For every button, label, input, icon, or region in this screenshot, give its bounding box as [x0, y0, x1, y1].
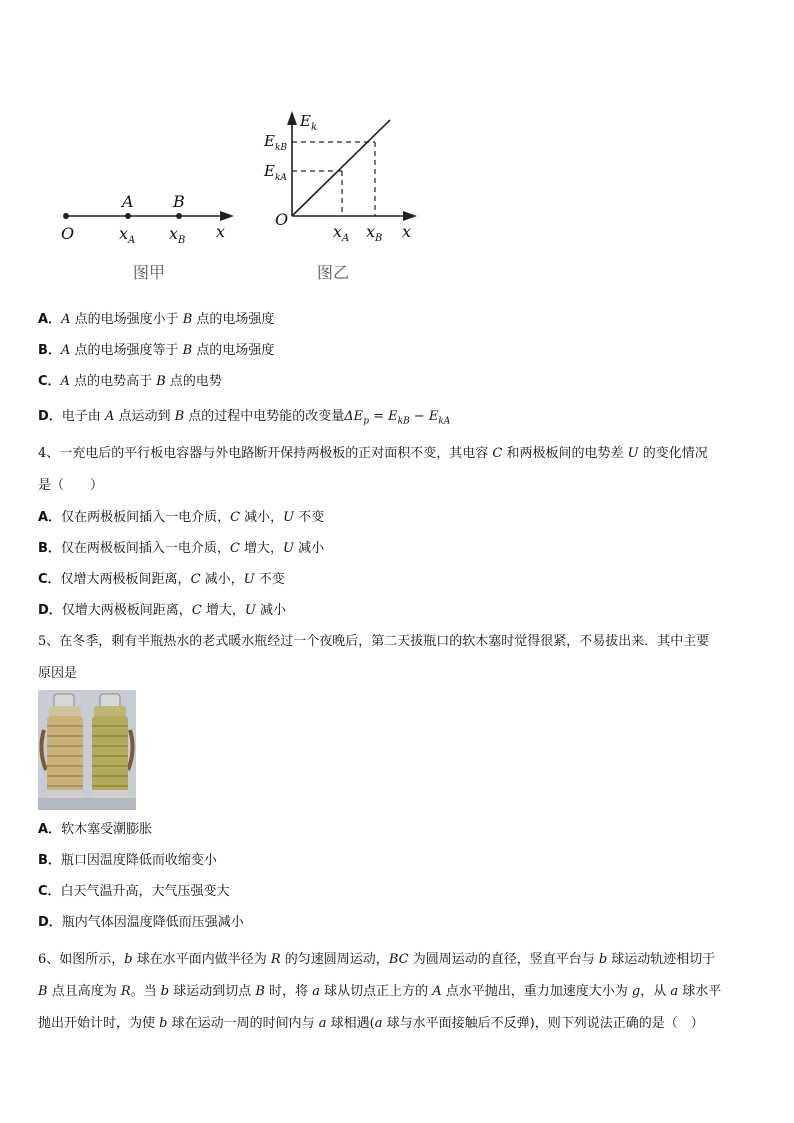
point-b-label: B: [173, 192, 185, 211]
thermos-photo: [38, 690, 136, 810]
axis-x-label: x: [216, 222, 226, 241]
delta-ep-formula: $\Delta E_p = E_{kB} - E_{kA}$: [344, 409, 451, 427]
q5-stem-line-2: 原因是: [38, 666, 78, 681]
q5-option-a: A．软木塞受潮膨胀: [38, 822, 153, 837]
q4-stem-line-1: 4、一充电后的平行板电容器与外电路断开保持两极板的正对面积不变，其电容 C 和两极板间的电势差 U 的变化情况: [38, 446, 708, 461]
tick-xa-label: $x_A$: [119, 224, 136, 247]
figure-jia: [56, 186, 246, 286]
q3-option-b: B．A 点的电场强度等于 B 点的电场强度: [38, 343, 275, 358]
point-a-label: A: [122, 192, 134, 211]
q4-stem-line-2: 是（ ）: [38, 478, 104, 493]
q6-stem-line-3: 抛出开始计时，为使 b 球在运动一周的时间内与 a 球相遇(a 球与水平面接触后不反弹)，则下列说法正确的是（ ）: [38, 1016, 704, 1031]
origin-label: O: [61, 224, 75, 243]
figure-yi: [262, 106, 432, 286]
q6-stem-line-2: B 点且高度为 R。当 b 球运动到切点 B 时，将 a 球从切点正上方的 A 点水平抛出，重力加速度大小为 g，从 a 球水平: [38, 984, 722, 999]
tick-xb-label: $x_B$: [366, 222, 383, 245]
q5-stem-line-1: 5、在冬季，剩有半瓶热水的老式暖水瓶经过一个夜晚后，第二天拔瓶口的软木塞时觉得很紧，不易拔出来．其中主要: [38, 634, 710, 649]
q3-option-d: D．电子由 A 点运动到 B 点的过程中电势能的改变量$\Delta E_p = E_{kB} - E_{kA}$: [38, 409, 451, 427]
axis-x-label: x: [402, 222, 412, 241]
q4-option-b: B．仅在两极板间插入一电介质，C 增大，U 减小: [38, 541, 325, 556]
figure-yi-caption: 图乙: [317, 263, 350, 282]
eka-label: $E_{kA}$: [264, 162, 287, 183]
q4-option-a: A．仅在两极板间插入一电介质，C 减小，U 不变: [38, 510, 325, 525]
q4-option-c: C．仅增大两极板间距离，C 减小，U 不变: [38, 572, 285, 587]
tick-xb-label: $x_B$: [169, 224, 186, 247]
tick-xa-label: $x_A$: [333, 222, 350, 245]
q3-option-c: C．A 点的电势高于 B 点的电势: [38, 374, 222, 389]
q5-option-b: B．瓶口因温度降低而收缩变小: [38, 853, 217, 868]
origin-label: O: [275, 210, 289, 229]
q4-option-d: D．仅增大两极板间距离，C 增大，U 减小: [38, 603, 287, 618]
figure-jia-caption: 图甲: [133, 263, 166, 282]
q3-option-a: A．A 点的电场强度小于 B 点的电场强度: [38, 312, 275, 327]
thermos-illustration: [38, 690, 136, 810]
q6-stem-line-1: 6、如图所示，b 球在水平面内做半径为 R 的匀速圆周运动，BC 为圆周运动的直径，竖直平台与 b 球运动轨迹相切于: [38, 952, 716, 967]
ekb-label: $E_{kB}$: [264, 132, 288, 153]
q5-option-d: D．瓶内气体因温度降低而压强减小: [38, 915, 244, 930]
q5-option-c: C．白天气温升高，大气压强变大: [38, 884, 230, 899]
y-axis-label: $E_k$: [300, 112, 318, 133]
